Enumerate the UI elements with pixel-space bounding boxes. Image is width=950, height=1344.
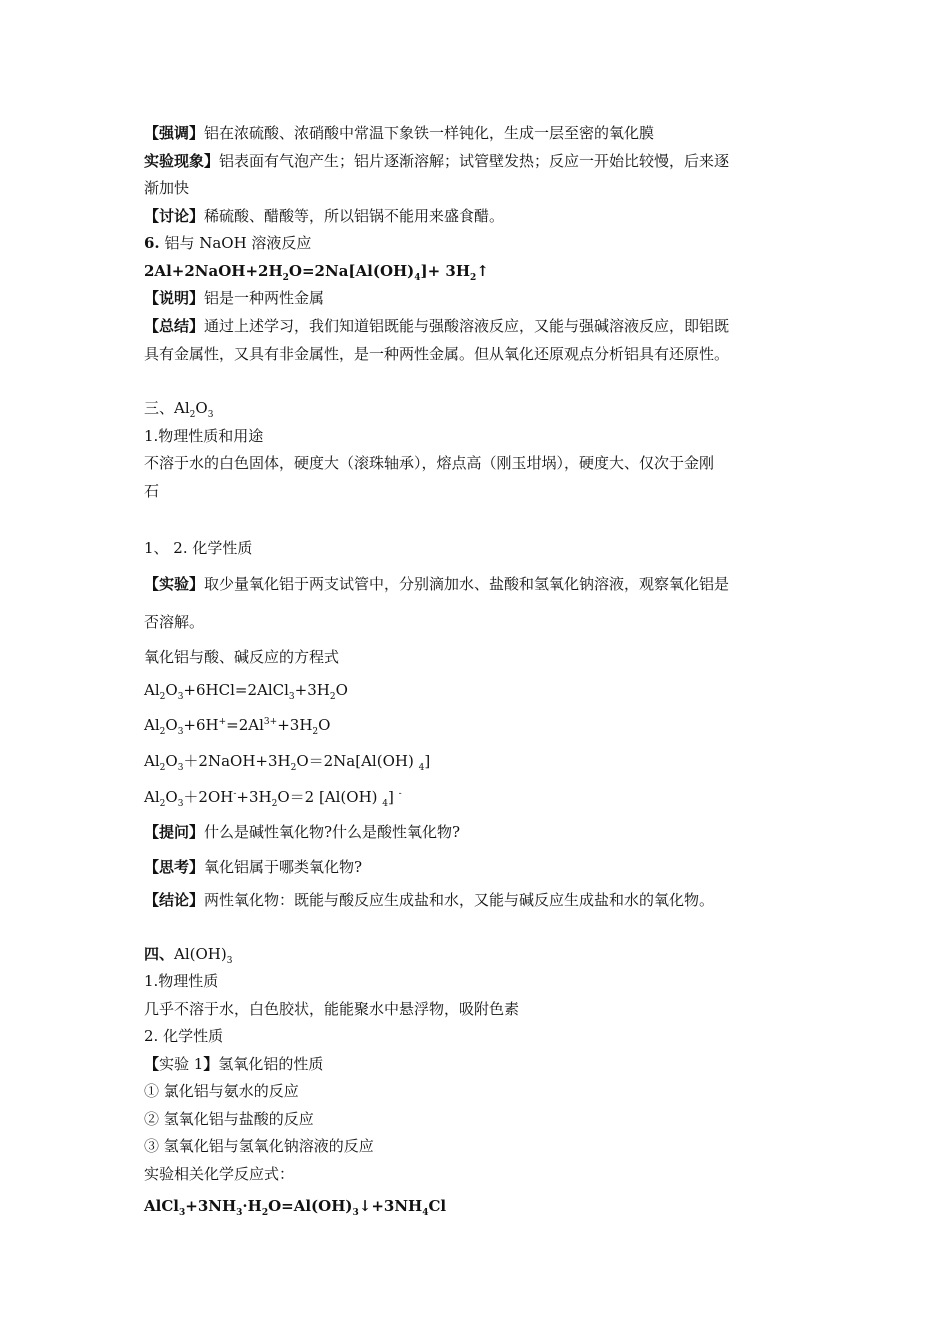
experiment-text-cont: 否溶解。: [144, 613, 205, 631]
discussion-text: 稀硫酸、醋酸等，所以铝锅不能用来盛食醋。: [204, 207, 505, 225]
emphasis-text: 铝在浓硫酸、浓硝酸中常温下象铁一样钝化，生成一层至密的氧化膜: [204, 124, 655, 142]
section-4-heading: 四、$Al(OH)_3$: [144, 945, 233, 966]
summary-text: 通过上述学习，我们知道铝既能与强酸溶液反应，又能与强碱溶液反应，即铝既: [204, 317, 730, 335]
emphasis-label: 【强调】: [144, 124, 205, 142]
list-item-1: ① 氯化铝与氨水的反应: [144, 1082, 299, 1100]
experiment-1-line: 【实验 1】氢氧化铝的性质: [144, 1055, 324, 1073]
item-6-heading: [144, 233, 311, 253]
physical-props-text: 不溶于水的白色固体，硬度大（滚珠轴承），熔点高（刚玉坩埚），硬度大、仅次于金刚: [144, 454, 715, 472]
phenomenon-label: 实验现象】: [144, 152, 220, 170]
emphasis-line: [144, 123, 654, 143]
conclusion-line: [144, 890, 714, 910]
experiment-label: 【实验】: [144, 575, 205, 593]
conclusion-label: 【结论】: [144, 891, 205, 909]
aloh3-physical-text: 几乎不溶于水，白色胶状，能能聚水中悬浮物，吸附色素: [144, 1000, 520, 1018]
experiment-text: 取少量氧化铝于两支试管中，分别滴加水、盐酸和氢氧化钠溶液，观察氧化铝是: [204, 575, 730, 593]
phenomenon-line: [144, 151, 729, 171]
summary-text-cont: 具有金属性，又具有非金属性，是一种两性金属。但从氧化还原观点分析铝具有还原性。: [144, 345, 730, 363]
question-line: [144, 822, 460, 842]
item-6-text: 铝与 NaOH 溶液反应: [159, 234, 312, 252]
list-item-3: ③ 氢氧化铝与氢氧化钠溶液的反应: [144, 1137, 374, 1155]
think-text: 氧化铝属于哪类氧化物?: [204, 858, 363, 876]
aloh3-physical-heading: 1.物理性质: [144, 972, 219, 990]
explanation-text: 铝是一种两性金属: [204, 289, 325, 307]
discussion-line: [144, 206, 504, 226]
section-3-heading: 三、$Al_2O_3$: [144, 399, 214, 420]
equation-al2o3-oh-ion: $Al_2O_3+2OH^-+3H_2O=2$ [Al(OH) $_4$] -: [144, 788, 402, 809]
phenomenon-text: 铝表面有气泡产生；铝片逐渐溶解；试管壁发热；反应一开始比较慢，后来逐: [219, 152, 730, 170]
experiment-line: [144, 574, 729, 594]
reactions-heading: 实验相关化学反应式：: [144, 1165, 295, 1183]
think-label: 【思考】: [144, 858, 205, 876]
equation-al2o3-h-ion: $Al_2O_3+6H^+=2Al^{3+}+3H_2O$: [144, 716, 331, 737]
equation-al2o3-hcl: $Al_2O_3+6HCl=2AlCl_3+3H_2O$: [144, 681, 348, 702]
experiment-1-text: 氢氧化铝的性质: [218, 1055, 324, 1073]
think-line: [144, 857, 362, 877]
explanation-label: 【说明】: [144, 289, 205, 307]
aloh3-chemical-heading: 2. 化学性质: [144, 1027, 224, 1045]
chemical-props-heading: 1、 2. 化学性质: [144, 539, 253, 557]
equation-al2o3-naoh: $Al_2O_3+2NaOH+3H_2O=2Na[Al(OH)$ $_4$]: [144, 752, 431, 773]
equations-heading: 氧化铝与酸、碱反应的方程式: [144, 648, 340, 666]
question-label: 【提问】: [144, 823, 205, 841]
item-6-number: 6.: [144, 234, 160, 252]
physical-props-text-cont: 石: [144, 482, 160, 500]
discussion-label: 【讨论】: [144, 207, 205, 225]
question-text: 什么是碱性氧化物?什么是酸性氧化物?: [204, 823, 461, 841]
experiment-1-label: 实验 1: [159, 1055, 204, 1073]
equation-alcl3-nh3: $AlCl_3+3NH_3\cdot H_2O=Al(OH)_3↓+3NH_4Cl$: [144, 1197, 447, 1218]
explanation-line: [144, 288, 324, 308]
list-item-2: ② 氢氧化铝与盐酸的反应: [144, 1110, 314, 1128]
phenomenon-text-cont: 渐加快: [144, 179, 190, 197]
summary-line: [144, 316, 729, 336]
equation-al-naoh: $2Al+2NaOH+2H_2O=2Na[Al(OH)_4]+$ $3H_2↑$: [144, 262, 489, 283]
conclusion-text: 两性氧化物：既能与酸反应生成盐和水，又能与碱反应生成盐和水的氧化物。: [204, 891, 715, 909]
physical-props-heading: 1.物理性质和用途: [144, 427, 264, 445]
summary-label: 【总结】: [144, 317, 205, 335]
